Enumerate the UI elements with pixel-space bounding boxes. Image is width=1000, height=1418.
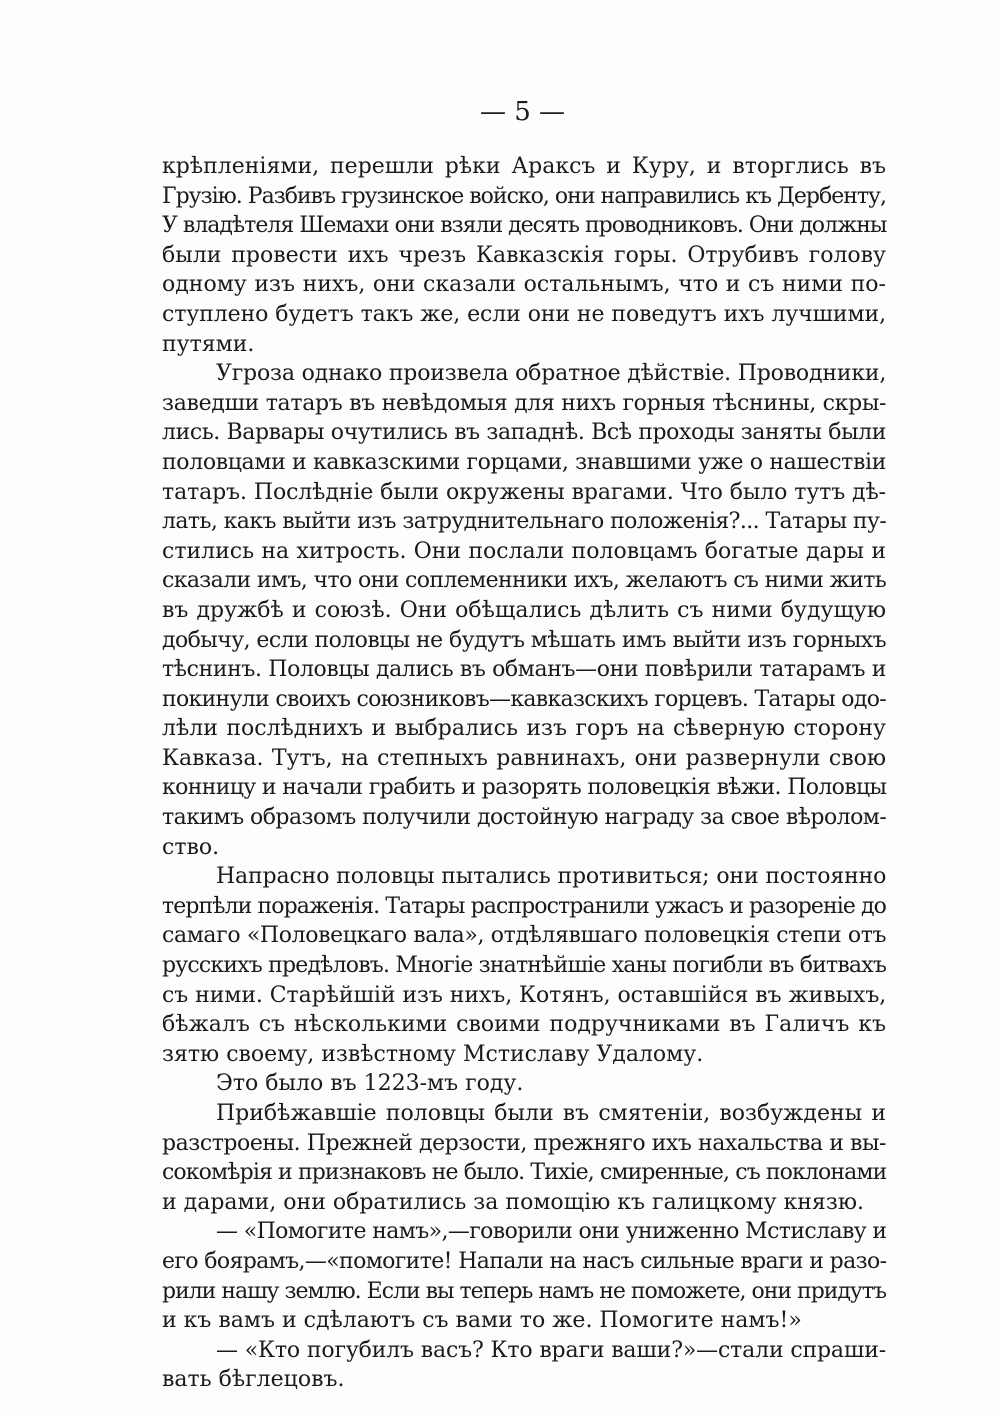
text-line: лѣли послѣднихъ и выбрались изъ горъ на сѣверную сторону [162,716,886,742]
paragraph [162,1099,886,1217]
text-line: вать бѣглецовъ. [162,1367,345,1393]
text-line: бѣжалъ съ нѣсколькими своими подручниками въ Галичъ къ [162,1012,886,1038]
text-line: половцами и кавказскими горцами, знавшими уже о нашествіи [162,449,887,475]
text-line: ступлено будетъ такъ же, если они не поведутъ ихъ лучшими, [162,301,886,327]
text-line: и къ вамъ и сдѣлаютъ съ вами то же. Помогите намъ!» [162,1308,802,1334]
text-line: рили нашу землю. Если вы теперь намъ не поможете, они придутъ [162,1278,886,1304]
dialogue-paragraph [162,1336,886,1395]
text-line: У владѣтеля Шемахи они взяли десять проводниковъ. Они должны [162,213,887,239]
text-line: лать, какъ выйти изъ затруднительнаго положенія?... Татары пу- [162,509,887,535]
paragraph [162,862,886,1069]
text-line: и дарами, они обратились за помощію къ галицкому князю. [162,1189,864,1215]
text-line: тѣснинъ. Половцы дались въ обманъ—они повѣрили татарамъ и [162,657,886,683]
text-line: въ дружбѣ и союзѣ. Они обѣщались дѣлить съ ними будущую [162,597,886,623]
paragraph [162,152,886,359]
text-line: путями. [162,331,255,357]
body-text [162,152,886,1395]
text-line: крѣпленіями, перешли рѣки Араксъ и Куру, и вторглись въ [162,154,886,179]
text-line: Напрасно половцы пытались противиться; они постоянно [216,864,887,890]
text-line: стились на хитрость. Они послали половцамъ богатые дары и [162,538,886,564]
text-line: добычу, если половцы не будутъ мѣшать имъ выйти изъ горныхъ [162,627,887,653]
paragraph [162,1069,886,1099]
text-line: лись. Варвары очутились въ западнѣ. Всѣ проходы заняты были [162,420,886,446]
text-line: одному изъ нихъ, они сказали остальнымъ, что и съ ними по- [162,272,886,298]
text-line: Кавказа. Тутъ, на степныхъ равнинахъ, они развернули свою [162,745,886,771]
text-line: его боярамъ,—«помогите! Напали на насъ сильные враги и разо- [162,1248,887,1274]
text-line: — «Помогите намъ»,—говорили они униженно Мстиславу и [216,1219,887,1245]
text-line: такимъ образомъ получили достойную награду за свое вѣролом- [162,805,887,831]
text-line: терпѣли пораженія. Татары распространили ужасъ и разореніе до [162,893,886,919]
text-line: были провести ихъ чрезъ Кавказскія горы. Отрубивъ голову [162,242,886,268]
text-line: — «Кто погубилъ васъ? Кто враги ваши?»—стали спраши- [216,1337,886,1363]
text-line: Угроза однако произвела обратное дѣйствіе. Проводники, [216,361,887,387]
text-line: Это было въ 1223-мъ году. [216,1071,524,1097]
text-line: сокомѣрія и признаковъ не было. Тихіе, смиренные, съ поклонами [162,1160,887,1186]
text-line: заведши татаръ въ невѣдомыя для нихъ горныя тѣснины, скры- [162,390,887,416]
paragraph [162,359,886,862]
text-line: ство. [162,834,220,860]
text-line: покинули своихъ союзниковъ—кавказскихъ горцевъ. Татары одо- [162,686,886,712]
text-line: Грузію. Разбивъ грузинское войско, они направились къ Дербенту, [162,183,886,209]
text-line: разстроены. Прежней дерзости, прежняго ихъ нахальства и вы- [162,1130,886,1156]
text-line: Прибѣжавшіе половцы были въ смятеніи, возбуждены и [216,1101,886,1126]
text-line: самаго «Половецкаго вала», отдѣлявшаго половецкія степи отъ [162,923,887,949]
page-number: — 5 — [479,97,566,127]
text-line: зятю своему, извѣстному Мстиславу Удалому. [162,1041,704,1067]
text-line: сказали имъ, что они соплеменники ихъ, желаютъ съ ними жить [162,568,887,594]
text-line: татаръ. Послѣдніе были окружены врагами. Что было тутъ дѣ- [162,479,886,505]
text-line: съ ними. Старѣйшій изъ нихъ, Котянъ, оставшійся въ живыхъ, [162,982,887,1008]
dialogue-paragraph [162,1217,886,1335]
text-line: конницу и начали грабить и разорять половецкія вѣжи. Половцы [162,775,887,801]
text-line: русскихъ предѣловъ. Многіе знатнѣйшіе ханы погибли въ битвахъ [162,953,886,979]
